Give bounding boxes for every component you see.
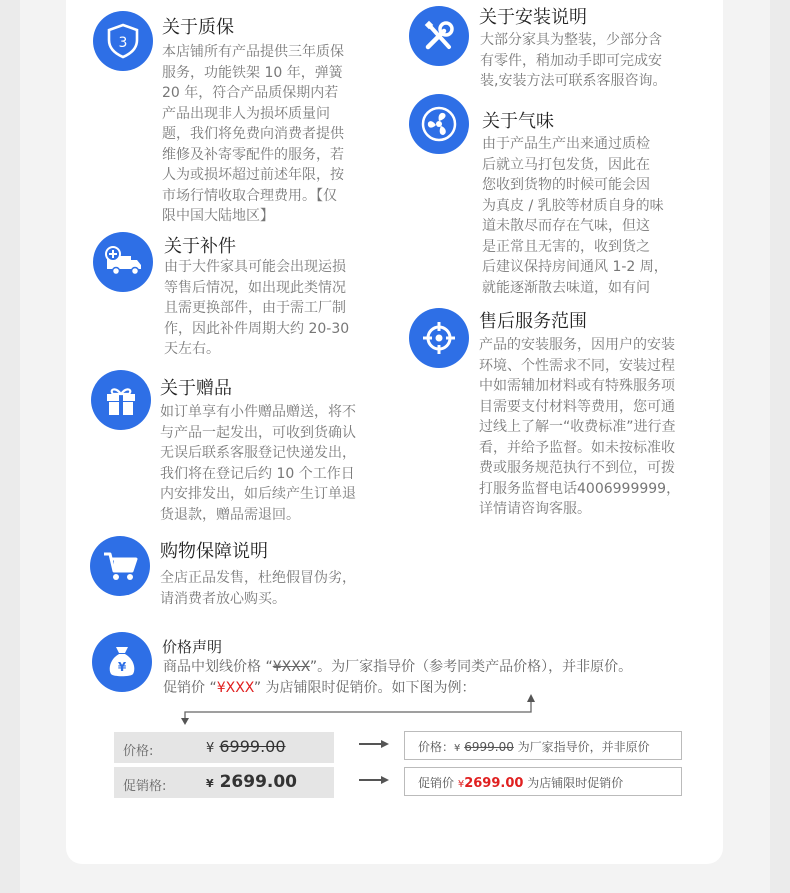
body-line: 题，我们将免费向消费者提供	[162, 126, 344, 142]
bracket-connector	[176, 692, 538, 726]
body-line: 市场行情收取合理费用。【仅	[162, 187, 337, 204]
body-line: 本店铺所有产品提供三年质保	[162, 44, 344, 60]
body-line: 维修及补寄零配件的服务，若	[162, 146, 344, 163]
body-line: 后就立马打包发货，因此在	[482, 156, 650, 173]
body-line: 全店正品发售，杜绝假冒伪劣，	[160, 570, 356, 586]
body-line: 是正常且无害的，收到货之	[482, 238, 650, 255]
gift-icon	[91, 370, 151, 430]
body-line: 由于大件家具可能会出现运损	[164, 259, 346, 275]
body-line: 道未散尽而存在气味，但这	[482, 218, 650, 234]
body-line: 大部分家具为整装，少部分含	[480, 32, 662, 48]
body-line: 就能逐渐散去味道，如有问	[482, 279, 650, 296]
gift-body	[160, 402, 356, 525]
svg-text:3: 3	[118, 35, 128, 51]
body-line: 产品的安装服务，因用户的安装	[479, 337, 675, 353]
body-line: 产品出现非人为损坏质量问	[162, 105, 330, 122]
smell-title: 关于气味	[482, 111, 554, 132]
shield-3-icon	[93, 11, 153, 71]
parts-title: 关于补件	[164, 236, 236, 257]
body-line: 天左右。	[164, 341, 220, 357]
price-statement-title: 价格声明	[162, 638, 223, 656]
smell-body	[482, 134, 668, 298]
body-line: 费或服务规范执行不到位，可拨	[479, 460, 675, 476]
body-line: 看，并给予监督。如未按标准收	[479, 439, 675, 456]
body-line: 人为或损坏超过前述年限，按	[162, 167, 344, 183]
price-note-line1: 商品中划线价格 “¥XXX”。为厂家指导价（参考同类产品价格），并非原价。	[163, 659, 633, 675]
body-line: 内安排发出，如后续产生订单退	[160, 486, 356, 502]
parts-body	[164, 257, 349, 360]
body-line: 后建议保持房间通风 1-2 周，	[482, 259, 668, 275]
body-line: 由于产品生产出来通过质检	[482, 136, 650, 152]
body-line: 过线上了解一“收费标准”进行查	[479, 419, 676, 435]
original-price-box	[114, 732, 334, 763]
promo-price-explain: 促销价 ¥2699.00 为店铺限时促销价	[404, 767, 682, 796]
aftersale-title: 售后服务范围	[479, 311, 587, 332]
body-line: 我们将在登记后约 10 个工作日	[160, 465, 355, 482]
original-price-explain: 价格：¥ 6999.00 为厂家指导价，并非原价	[404, 731, 682, 760]
body-line: 与产品一起发出，可收到货确认	[160, 424, 356, 441]
body-line: 请消费者放心购买。	[160, 590, 286, 607]
body-line: 打服务监督电话4006999999，	[479, 480, 681, 497]
warranty-title: 关于质保	[162, 17, 234, 38]
body-line: 中如需辅加材料或有特殊服务项	[479, 378, 675, 394]
body-line: 作，因此补件周期大约 20-30	[164, 320, 350, 337]
price-note-line2: 促销价 “¥XXX” 为店铺限时促销价。如下图为例：	[163, 680, 476, 696]
shopping-title: 购物保障说明	[160, 541, 268, 562]
body-line: 为真皮 / 乳胶等材质自身的味	[482, 197, 664, 214]
cart-icon	[90, 536, 150, 596]
fan-icon	[409, 94, 469, 154]
svg-text:¥: ¥	[117, 660, 127, 674]
original-price-value: ¥ 6999.00	[206, 737, 286, 756]
tools-icon	[409, 6, 469, 66]
body-line: 详情请咨询客服。	[479, 501, 591, 517]
arrow-right-icon	[357, 738, 391, 750]
gift-title: 关于赠品	[160, 378, 232, 399]
body-line: 目需要支付材料等费用，您可通	[479, 398, 675, 415]
shopping-body	[160, 568, 356, 609]
body-line: 服务，功能铁架 10 年，弹簧	[162, 64, 343, 81]
body-line: 货退款，赠品需退回。	[160, 506, 300, 523]
body-line: 您收到货物的时候可能会因	[482, 177, 650, 193]
body-line: 环境、个性需求不同，安装过程	[479, 357, 675, 374]
body-line: 限中国大陆地区】	[162, 208, 274, 224]
price-label: 价格:	[123, 744, 154, 759]
promo-price-value: ¥ 2699.00	[206, 772, 298, 792]
money-bag-icon	[92, 632, 152, 692]
arrow-right-icon	[357, 774, 391, 786]
target-icon	[409, 308, 469, 368]
aftersale-body	[479, 335, 680, 520]
body-line: 且需更换部件，由于需工厂制	[164, 300, 346, 316]
promo-price-box	[114, 767, 334, 798]
truck-plus-icon	[93, 232, 153, 292]
warranty-body	[162, 42, 344, 227]
body-line: 装,安装方法可联系客服咨询。	[480, 73, 667, 89]
body-line: 20 年，符合产品质保期内若	[162, 85, 339, 101]
install-body	[480, 30, 666, 92]
body-line: 有零件，稍加动手即可完成安	[480, 52, 662, 69]
install-title: 关于安装说明	[479, 7, 587, 28]
body-line: 等售后情况，如出现此类情况	[164, 279, 346, 296]
promo-label: 促销格:	[123, 779, 167, 794]
body-line: 如订单享有小件赠品赠送，将不	[160, 404, 356, 420]
body-line: 无误后联系客服登记快递发出，	[160, 445, 356, 461]
